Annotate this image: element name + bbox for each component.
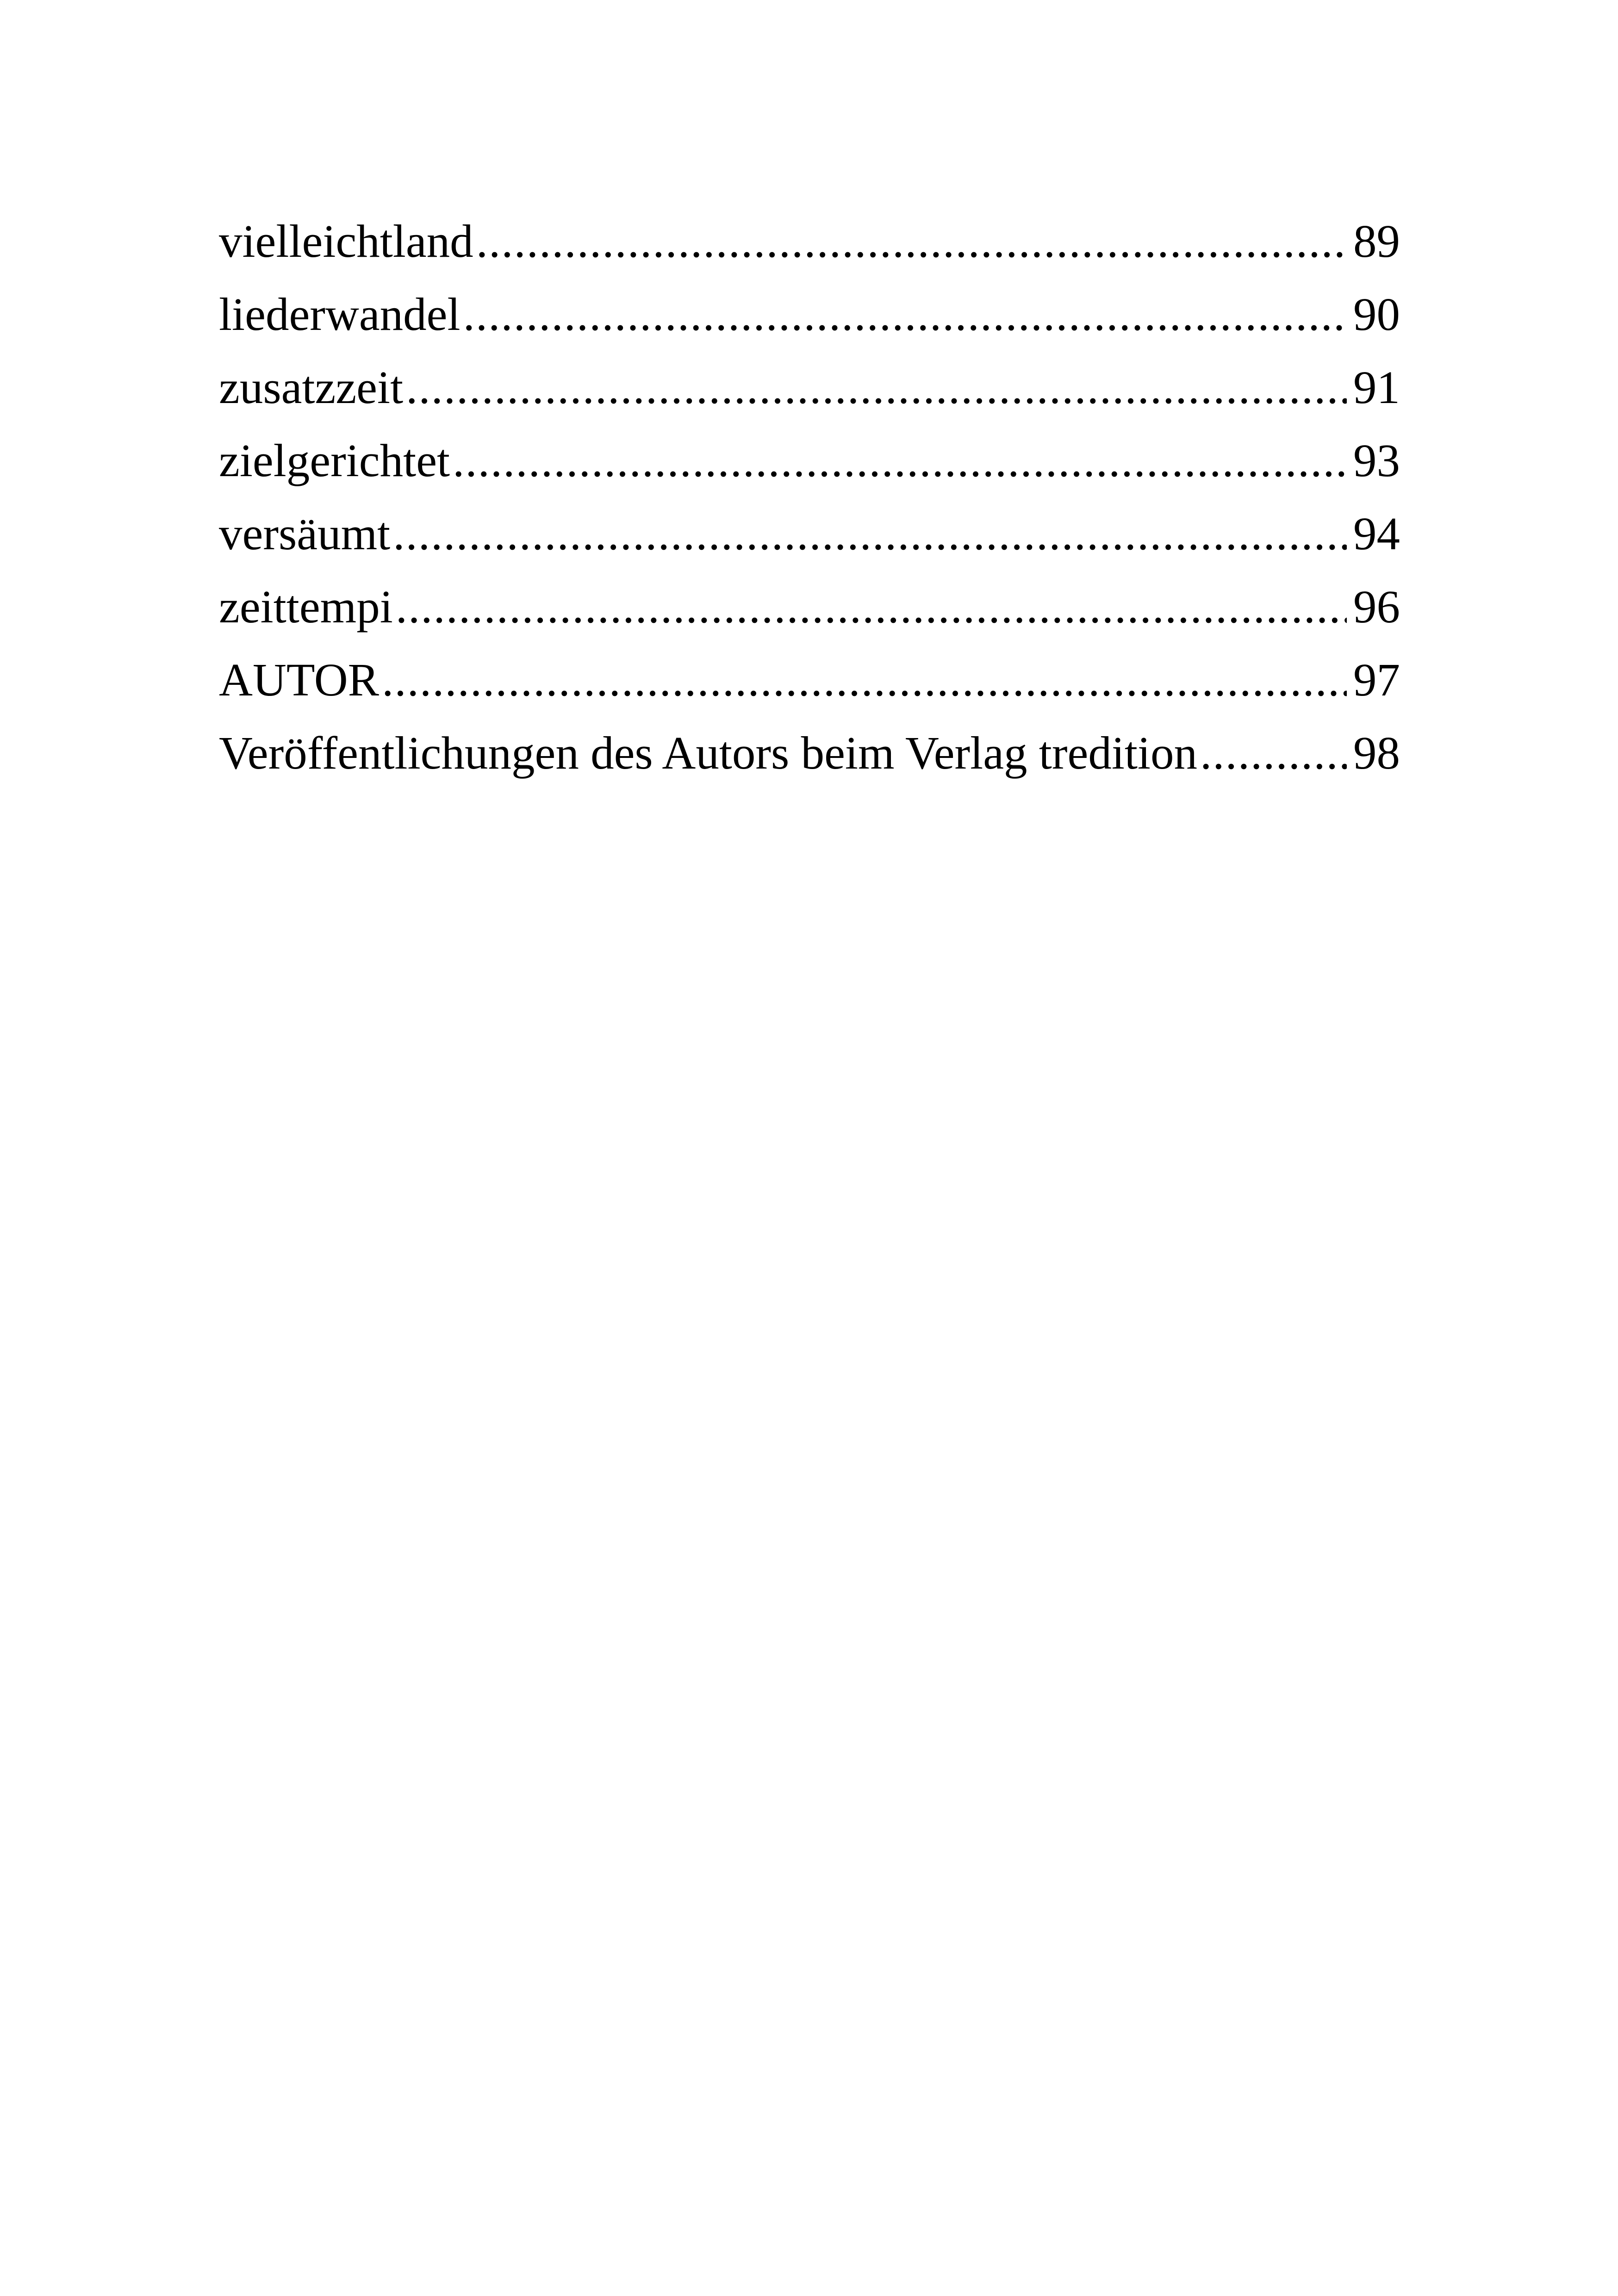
toc-entry-page: 98 xyxy=(1353,727,1400,779)
toc-entry[interactable] xyxy=(219,278,1400,351)
toc-dot-leader xyxy=(382,643,1347,716)
toc-dot-leader xyxy=(463,278,1347,351)
toc-entry-page: 91 xyxy=(1353,361,1400,413)
toc-entry-title: zusatzzeit xyxy=(219,361,404,413)
toc-dot-leader xyxy=(406,351,1347,424)
toc-entry-title: zielgerichtet xyxy=(219,434,450,486)
toc-dot-leader xyxy=(393,497,1347,570)
toc-dot-leader xyxy=(396,570,1347,643)
toc-entry-page: 97 xyxy=(1353,654,1400,706)
toc-entry-page: 90 xyxy=(1353,288,1400,340)
toc-entry-page: 94 xyxy=(1353,508,1400,559)
toc-entry[interactable] xyxy=(219,351,1400,424)
toc-dot-leader xyxy=(1200,716,1347,789)
toc-entry-page: 96 xyxy=(1353,581,1400,633)
toc-entry-title: liederwandel xyxy=(219,288,461,340)
toc-entry[interactable] xyxy=(219,643,1400,716)
toc-entry[interactable] xyxy=(219,570,1400,643)
toc-entry-title: zeittempi xyxy=(219,581,393,633)
toc-dot-leader xyxy=(476,205,1347,278)
toc-entry[interactable] xyxy=(219,205,1400,278)
toc-entry[interactable] xyxy=(219,497,1400,570)
toc-entry-title: versäumt xyxy=(219,508,391,559)
toc-entry-title: Veröffentlichungen des Autors beim Verlag tredition xyxy=(219,727,1197,779)
table-of-contents xyxy=(219,205,1400,789)
toc-entry-page: 89 xyxy=(1353,215,1400,267)
toc-dot-leader xyxy=(453,424,1347,497)
toc-entry-title: vielleichtland xyxy=(219,215,473,267)
toc-entry[interactable] xyxy=(219,716,1400,789)
toc-entry[interactable] xyxy=(219,424,1400,497)
toc-entry-page: 93 xyxy=(1353,434,1400,486)
toc-entry-title: AUTOR xyxy=(219,654,380,706)
